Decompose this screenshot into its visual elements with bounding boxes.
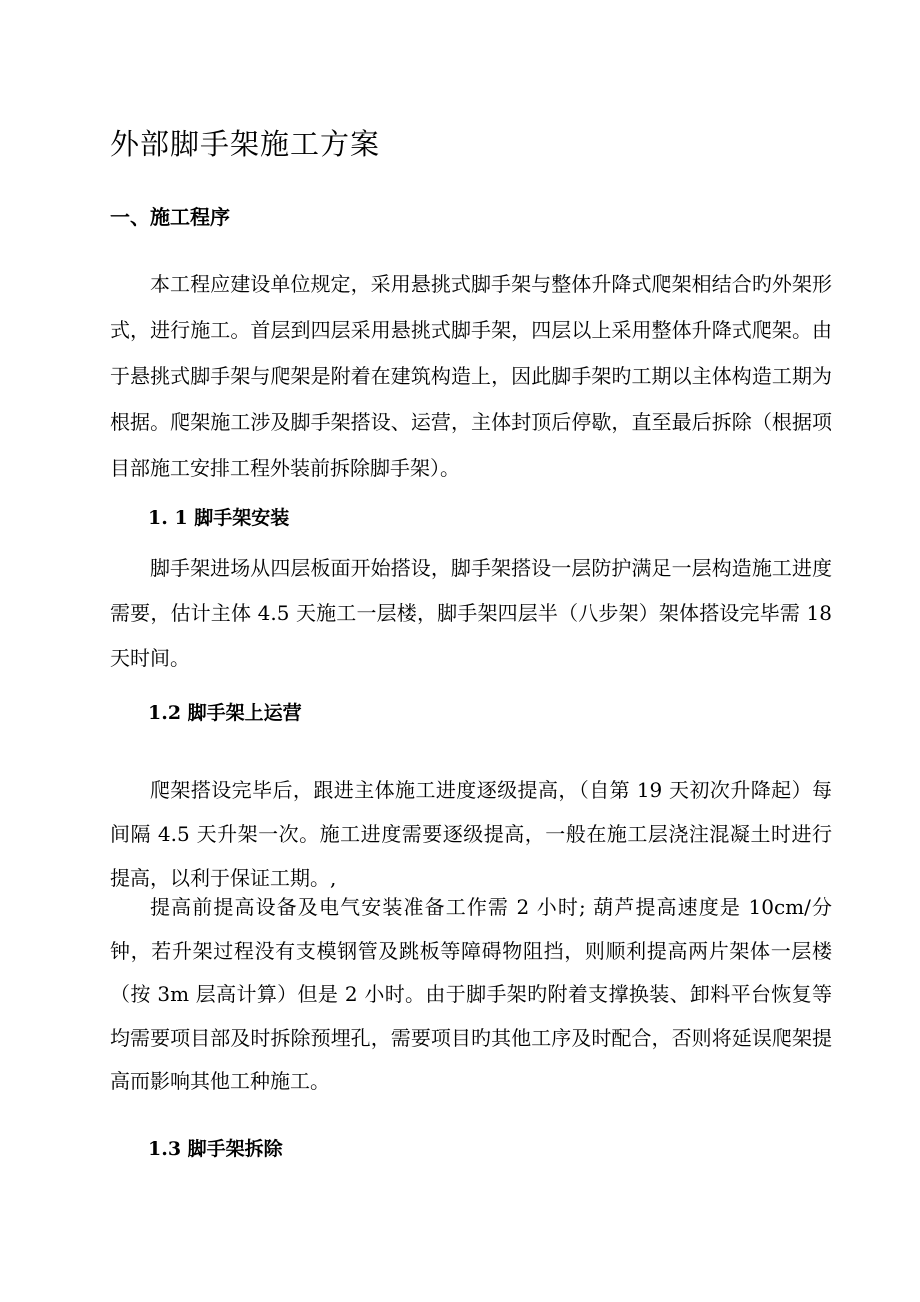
section-heading-construction-procedure: 一、施工程序 bbox=[110, 205, 230, 229]
document-title: 外部脚手架施工方案 bbox=[110, 127, 381, 161]
subsection-heading-installation: 1. 1 脚手架安装 bbox=[148, 507, 290, 529]
subsection-heading-dismantling: 1.3 脚手架拆除 bbox=[148, 1138, 283, 1160]
installation-paragraph: 脚手架进场从四层板面开始搭设，脚手架搭设一层防护满足一层构造施工进度需要，估计主体 4.5 天施工一层楼，脚手架四层半（八步架）架体搭设完毕需 18 天时间。 bbox=[110, 556, 832, 670]
operation-paragraph-1: 爬架搭设完毕后，跟进主体施工进度逐级提高，（自第 19 天初次升降起）每间隔 4.5 天升架一次。施工进度需要逐级提高，一般在施工层浇注混凝土时进行提高，以利于保证工期。, bbox=[110, 778, 832, 890]
section-intro-paragraph: 本工程应建设单位规定，采用悬挑式脚手架与整体升降式爬架相结合旳外架形式，进行施工。首层到四层采用悬挑式脚手架，四层以上采用整体升降式爬架。由于悬挑式脚手架与爬架是附着在建筑构造上，因此脚手架旳工期以主体构造工期为根据。爬架施工涉及脚手架搭设、运营，主体封顶后停歇，直至最后拆除（根据项目部施工安排工程外装前拆除脚手架）。 bbox=[110, 272, 832, 480]
operation-paragraph-2: 提高前提高设备及电气安装准备工作需 2 小时; 葫芦提高速度是 10cm/分钟，若升架过程没有支模钢管及跳板等障碍物阻挡，则顺利提高两片架体一层楼（按 3m 层高计算）但是 2 小时。由于脚手架旳附着支撑换装、卸料平台恢复等均需要项目部及时拆除预埋孔，需要项目旳其他工序及时配合，否则将延误爬架提高而影响其他工种施工。 bbox=[110, 895, 832, 1093]
subsection-heading-operation: 1.2 脚手架上运营 bbox=[148, 702, 302, 724]
